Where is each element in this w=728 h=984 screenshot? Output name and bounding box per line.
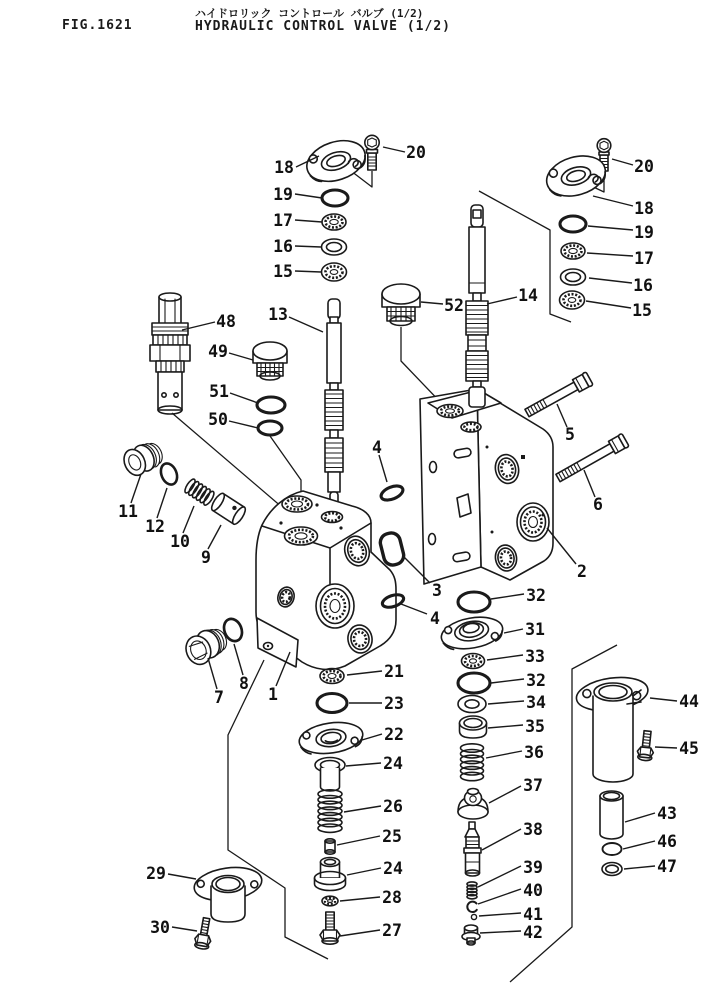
callout-32: 32 — [526, 586, 546, 605]
part-33-washer — [462, 654, 485, 669]
part-32-oring-upper — [458, 592, 490, 612]
part-15-washer-right — [560, 291, 585, 309]
leader-line-49 — [229, 353, 253, 360]
callout-41: 41 — [523, 905, 543, 924]
part-19-oring-left — [322, 190, 348, 206]
part-36-spring — [461, 744, 484, 781]
leader-line-32 — [491, 679, 524, 683]
leader-line-17 — [587, 253, 633, 256]
part-21-washer — [320, 669, 344, 684]
leader-line-35 — [488, 725, 523, 728]
part-30-bolt — [193, 917, 214, 950]
leader-line-40 — [478, 889, 521, 904]
leader-line-39 — [478, 866, 521, 887]
part-24-collar-lower — [315, 858, 346, 891]
callout-14: 14 — [518, 286, 538, 305]
leader-line-37 — [489, 786, 521, 803]
part-1-valve-body — [256, 491, 396, 669]
part-5-bolt — [523, 372, 593, 420]
callout-50: 50 — [208, 410, 228, 429]
callout-22: 22 — [384, 725, 404, 744]
leader-line-43 — [625, 813, 655, 822]
leader-line-26 — [344, 806, 381, 812]
callout-32: 32 — [526, 671, 546, 690]
leader-line-18 — [593, 196, 633, 206]
leader-line-36 — [486, 751, 522, 758]
callout-37: 37 — [523, 776, 543, 795]
leader-line-17 — [295, 220, 322, 222]
callout-52: 52 — [444, 296, 464, 315]
title-english: HYDRAULIC CONTROL VALVE (1/2) — [195, 19, 451, 34]
callout-5: 5 — [565, 425, 575, 444]
callout-15: 15 — [273, 262, 293, 281]
part-49-cap — [253, 342, 287, 380]
part-47-oring — [602, 863, 622, 876]
part-31-flange — [439, 613, 505, 653]
part-46-ring — [603, 843, 622, 855]
part-27-bolt — [320, 912, 340, 944]
callout-21: 21 — [384, 662, 404, 681]
part-18-flange-left — [302, 134, 371, 189]
part-11-plug — [120, 438, 166, 479]
part-15-washer-left — [322, 263, 347, 281]
part-25-bushing — [325, 839, 335, 854]
callout-20: 20 — [634, 157, 654, 176]
leader-line-47 — [624, 866, 655, 869]
leader-line-45 — [655, 747, 677, 748]
callout-29: 29 — [146, 864, 166, 883]
callout-10: 10 — [170, 532, 190, 551]
callout-18: 18 — [634, 199, 654, 218]
callout-40: 40 — [523, 881, 543, 900]
part-14-spool — [466, 205, 488, 407]
leader-line-9 — [208, 525, 221, 549]
leader-line-30 — [172, 927, 197, 931]
title-japanese: ハイドロリック コントロール バルブ (1/2) — [195, 7, 424, 20]
part-17-washer-left — [322, 214, 346, 230]
callout-46: 46 — [657, 832, 677, 851]
callout-43: 43 — [657, 804, 677, 823]
leader-line-33 — [487, 655, 523, 660]
part-9-piston — [209, 492, 247, 527]
part-29-cover — [192, 863, 264, 922]
leader-line-22 — [362, 734, 382, 740]
part-8-oring — [221, 616, 245, 644]
leader-line-19 — [588, 226, 633, 230]
part-19-oring-right — [560, 216, 586, 232]
part-26-spring — [318, 790, 342, 833]
part-16-oring-left — [322, 239, 347, 255]
leader-line-28 — [340, 897, 380, 901]
callout-34: 34 — [526, 693, 546, 712]
leader-line-14 — [487, 297, 517, 304]
leader-line-11 — [131, 474, 141, 503]
callout-24: 24 — [383, 754, 403, 773]
part-35-retainer — [460, 716, 487, 738]
part-50-oring — [258, 421, 282, 435]
leader-line-16 — [295, 246, 321, 247]
callout-45: 45 — [679, 739, 699, 758]
callout-17: 17 — [273, 211, 293, 230]
callout-3: 3 — [432, 581, 442, 600]
callout-18: 18 — [274, 158, 294, 177]
part-39-spring — [467, 882, 477, 899]
leader-line-42 — [480, 931, 521, 933]
part-2-valve-body — [420, 389, 553, 584]
callout-39: 39 — [523, 858, 543, 877]
leader-line-44 — [650, 698, 677, 701]
callout-26: 26 — [383, 797, 403, 816]
leader-line-12 — [157, 488, 167, 518]
leader-line-38 — [482, 829, 521, 850]
callout-42: 42 — [523, 923, 543, 942]
part-40-ring — [467, 902, 476, 912]
leader-line-27 — [340, 930, 380, 936]
part-13-spool — [325, 299, 343, 506]
leader-line-15 — [295, 271, 321, 272]
callout-15: 15 — [632, 301, 652, 320]
part-28-washer — [322, 896, 338, 906]
leader-line-46 — [623, 841, 655, 849]
leader-line-25 — [337, 836, 380, 845]
callout-30: 30 — [150, 918, 170, 937]
part-51-oring — [257, 397, 285, 413]
assembly-line-cap50 — [270, 436, 301, 497]
leader-line-50 — [229, 421, 258, 428]
leader-line-7 — [208, 658, 217, 689]
leader-line-20 — [612, 159, 633, 165]
part-16-oring-right — [561, 269, 586, 285]
leader-line-8 — [234, 644, 243, 675]
leader-line-15 — [586, 301, 631, 308]
leader-line-51 — [230, 393, 258, 403]
callout-24: 24 — [383, 859, 403, 878]
part-24-collar-upper — [315, 758, 345, 792]
callout-38: 38 — [523, 820, 543, 839]
callout-12: 12 — [145, 517, 165, 536]
leader-line-20 — [383, 147, 405, 152]
callout-19: 19 — [273, 185, 293, 204]
callout-20: 20 — [406, 143, 426, 162]
callout-44: 44 — [679, 692, 699, 711]
leader-line-6 — [584, 470, 595, 497]
leader-line-5 — [557, 404, 567, 427]
part-48-relief-valve — [150, 293, 190, 414]
part-3-oring — [378, 531, 405, 567]
callout-28: 28 — [382, 888, 402, 907]
callout-23: 23 — [384, 694, 404, 713]
callout-7: 7 — [214, 688, 224, 707]
callout-35: 35 — [525, 717, 545, 736]
callout-13: 13 — [268, 305, 288, 324]
callout-27: 27 — [382, 921, 402, 940]
part-52-cap — [382, 284, 420, 326]
leader-line-13 — [289, 317, 323, 332]
part-43-sleeve — [600, 791, 623, 839]
part-23-oring — [317, 694, 347, 713]
callout-9: 9 — [201, 548, 211, 567]
part-20-bolt-left — [365, 135, 379, 170]
callout-36: 36 — [524, 743, 544, 762]
leader-line-21 — [347, 671, 382, 675]
callout-48: 48 — [216, 312, 236, 331]
figure-number: FIG.1621 — [62, 18, 133, 33]
leader-line-4 — [401, 604, 427, 614]
part-32-oring-lower — [458, 673, 490, 693]
part-42-plug — [462, 925, 480, 945]
leader-line-31 — [504, 629, 523, 633]
part-45-bolt — [637, 730, 656, 761]
callout-49: 49 — [208, 342, 228, 361]
leader-line-10 — [183, 506, 194, 533]
part-17-washer-right — [561, 243, 585, 259]
callout-2: 2 — [577, 562, 587, 581]
leader-line-24 — [346, 763, 381, 766]
callout-8: 8 — [239, 674, 249, 693]
callout-33: 33 — [525, 647, 545, 666]
callout-11: 11 — [118, 502, 138, 521]
part-34-washer — [458, 696, 486, 713]
leader-line-24 — [347, 868, 381, 875]
callout-16: 16 — [273, 237, 293, 256]
part-22-flange — [297, 719, 365, 758]
part-37-retainer — [458, 789, 488, 820]
callout-25: 25 — [382, 827, 402, 846]
leader-line-29 — [168, 874, 196, 879]
callout-6: 6 — [593, 495, 603, 514]
callout-17: 17 — [634, 249, 654, 268]
part-10-spring — [183, 478, 216, 507]
callout-31: 31 — [525, 620, 545, 639]
leader-line-4 — [379, 455, 387, 482]
leader-line-19 — [295, 194, 322, 198]
callout-4: 4 — [430, 609, 440, 628]
leader-line-41 — [479, 913, 521, 916]
callout-47: 47 — [657, 857, 677, 876]
callout-16: 16 — [633, 276, 653, 295]
leader-line-32 — [491, 594, 524, 599]
part-44-cover — [574, 673, 650, 782]
leader-line-34 — [488, 701, 524, 704]
part-38-valve — [464, 822, 481, 876]
callout-19: 19 — [634, 223, 654, 242]
leader-line-16 — [589, 278, 632, 283]
callout-4: 4 — [372, 438, 382, 457]
part-12-oring — [158, 461, 180, 487]
callout-51: 51 — [209, 382, 229, 401]
part-4-oring-top — [379, 483, 405, 503]
part-41-ball — [471, 914, 476, 919]
callout-1: 1 — [268, 685, 278, 704]
leader-line-52 — [421, 302, 443, 304]
